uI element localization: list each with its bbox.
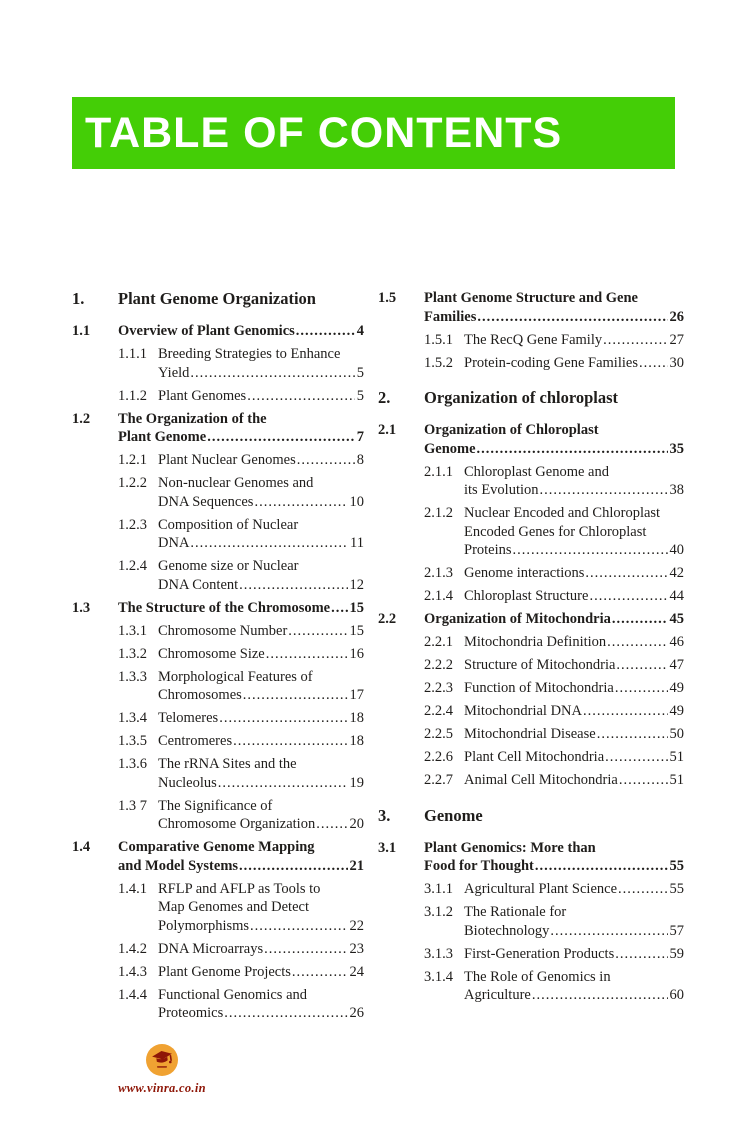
entry-number: 2.2.3	[424, 680, 453, 696]
entry-number: 1.4	[72, 839, 91, 855]
leader-dots	[477, 440, 668, 459]
entry-number: 2.2.7	[424, 772, 453, 788]
entry-title: Chloroplast Structure ..... 44	[464, 587, 684, 606]
toc-column-left	[72, 289, 364, 1027]
entry-page-number: 30	[669, 354, 684, 371]
leader-dots	[190, 364, 354, 383]
toc-entry	[72, 986, 364, 1023]
entry-title: Plant Genomics: More than Food for Thought ..... 55	[424, 839, 684, 876]
entry-page-number: 8	[356, 452, 364, 468]
entry-page-number: 4	[356, 323, 364, 339]
entry-number: 1.4.1	[118, 880, 147, 897]
entry-number: 3.1	[378, 839, 397, 856]
entry-page-number: 26	[349, 1005, 364, 1021]
toc-entry	[378, 702, 684, 721]
entry-title: Mitochondria Definition ..... 46	[464, 633, 684, 652]
entry-page-number: 40	[669, 542, 684, 558]
entry-number: 1.2.2	[118, 475, 147, 491]
toc-entry	[378, 421, 684, 458]
entry-number: 2.2.6	[424, 749, 453, 765]
leader-dots	[597, 725, 668, 744]
leader-dots	[615, 945, 667, 964]
entry-title: Chromosome Size ..... 16	[158, 645, 364, 664]
entry-title: DNA Microarrays ..... 23	[158, 940, 364, 959]
page-footer	[104, 1044, 220, 1096]
leader-dots	[477, 308, 667, 327]
entry-page-number: 55	[669, 881, 684, 897]
toc-entry	[72, 322, 364, 341]
leader-dots	[296, 322, 355, 341]
leader-dots	[224, 1004, 347, 1023]
toc-entry	[72, 516, 364, 553]
entry-page-number: 51	[669, 772, 684, 788]
toc-entry	[378, 564, 684, 583]
toc-entry	[72, 345, 364, 382]
entry-page-number: 23	[349, 940, 364, 957]
toc-entry	[378, 968, 684, 1005]
page-title: TABLE OF CONTENTS	[85, 108, 563, 157]
leader-dots	[639, 354, 668, 373]
toc-entry	[378, 903, 684, 940]
entry-page-number: 57	[669, 922, 684, 939]
entry-title: Organization of Chloroplast Genome ..... 35	[424, 421, 684, 458]
toc-entry	[72, 732, 364, 751]
entry-number: 1.3	[72, 599, 91, 616]
leader-dots	[615, 679, 668, 698]
entry-number: 1.	[72, 289, 85, 308]
toc-entry	[378, 388, 684, 408]
entry-page-number: 20	[349, 816, 364, 832]
entry-title: Genome	[424, 805, 483, 825]
toc-entry	[72, 838, 364, 875]
entry-number: 2.1.3	[424, 565, 453, 581]
entry-title: Non-nuclear Genomes and DNA Sequences ..... 10	[158, 474, 364, 511]
toc-entry	[378, 463, 684, 500]
toc-entry	[378, 945, 684, 964]
entry-number: 2.1.4	[424, 588, 453, 604]
leader-dots	[266, 645, 348, 664]
leader-dots	[618, 880, 667, 899]
entry-title: Mitochondrial Disease ..... 50	[464, 725, 684, 744]
entry-title: Centromeres ..... 18	[158, 732, 364, 751]
entry-number: 1.2.4	[118, 558, 147, 574]
toc-entry	[378, 587, 684, 606]
toc-entry	[378, 679, 684, 698]
entry-page-number: 24	[349, 963, 364, 980]
entry-title: Chromosome Number ..... 15	[158, 622, 364, 641]
entry-page-number: 47	[669, 657, 684, 673]
entry-number: 1.3.6	[118, 756, 147, 772]
toc-entry	[378, 289, 684, 326]
entry-number: 2.2.1	[424, 634, 453, 650]
toc-entry	[378, 610, 684, 629]
leader-dots	[292, 963, 348, 982]
entry-number: 3.	[378, 805, 391, 825]
website-link[interactable]: www.vinra.co.in	[118, 1081, 206, 1095]
leader-dots	[207, 428, 355, 447]
entry-number: 2.1.2	[424, 505, 453, 521]
entry-title: Protein-coding Gene Families ..... 30	[464, 354, 684, 373]
entry-number: 1.3.1	[118, 622, 147, 639]
entry-number: 2.1	[378, 422, 397, 438]
toc-entry	[72, 474, 364, 511]
leader-dots	[254, 493, 347, 512]
toc-entry	[378, 748, 684, 767]
entry-number: 1.3 7	[118, 797, 147, 814]
leader-dots	[535, 857, 668, 876]
toc-entry	[378, 725, 684, 744]
toc-entry	[72, 963, 364, 982]
leader-dots	[607, 633, 667, 652]
entry-page-number: 49	[669, 680, 684, 696]
toc-entry	[378, 354, 684, 373]
toc-entry	[378, 331, 684, 350]
entry-number: 1.5.2	[424, 354, 453, 371]
entry-page-number: 35	[669, 440, 684, 457]
entry-page-number: 45	[669, 611, 684, 627]
entry-page-number: 15	[349, 599, 364, 616]
toc-entry	[378, 504, 684, 560]
entry-title: Functional Genomics and Proteomics ..... 26	[158, 986, 364, 1023]
entry-title: Organization of Mitochondria ..... 45	[424, 610, 684, 629]
entry-page-number: 50	[669, 726, 684, 742]
entry-page-number: 10	[349, 493, 364, 510]
entry-title: Genome size or Nuclear DNA Content ..... 12	[158, 557, 364, 594]
entry-number: 1.5	[378, 290, 397, 306]
entry-title: Mitochondrial DNA ..... 49	[464, 702, 684, 721]
entry-number: 2.2.5	[424, 726, 453, 742]
entry-number: 2.2.2	[424, 657, 453, 673]
toc-entry	[72, 668, 364, 705]
entry-number: 3.1.3	[424, 945, 453, 962]
entry-title: Nuclear Encoded and Chloroplast Encoded Genes for Chloroplast Proteins ..... 40	[464, 504, 684, 560]
toc-entry	[72, 289, 364, 309]
entry-title: Breeding Strategies to Enhance Yield ..... 5	[158, 345, 364, 382]
entry-number: 1.2.1	[118, 452, 147, 468]
entry-page-number: 27	[669, 331, 684, 348]
entry-page-number: 18	[349, 733, 364, 749]
entry-title: Plant Genome Structure and Gene Families ..... 26	[424, 289, 684, 326]
entry-title: Comparative Genome Mapping and Model Systems ..... 21	[118, 838, 364, 875]
entry-title: Composition of Nuclear DNA ..... 11	[158, 516, 364, 553]
leader-dots	[612, 610, 668, 629]
leader-dots	[589, 587, 667, 606]
entry-page-number: 59	[669, 945, 684, 962]
entry-page-number: 42	[669, 565, 684, 581]
entry-number: 1.1	[72, 323, 91, 339]
leader-dots	[550, 922, 667, 941]
entry-page-number: 11	[350, 535, 364, 551]
entry-number: 1.3.4	[118, 710, 147, 726]
toc-entry	[72, 709, 364, 728]
graduation-cap-icon	[150, 1048, 174, 1072]
leader-dots	[540, 481, 668, 500]
toc-entry	[72, 797, 364, 834]
entry-page-number: 49	[669, 703, 684, 719]
entry-page-number: 18	[349, 710, 364, 726]
entry-title: The Structure of the Chromosome ..... 15	[118, 599, 364, 618]
toc-entry	[72, 599, 364, 618]
toc-entry	[72, 755, 364, 792]
toc-entry	[378, 633, 684, 652]
entry-title: The RecQ Gene Family ..... 27	[464, 331, 684, 350]
leader-dots	[250, 917, 347, 936]
leader-dots	[233, 732, 347, 751]
leader-dots	[190, 534, 348, 553]
entry-number: 2.2	[378, 611, 397, 627]
entry-number: 1.3.3	[118, 668, 147, 685]
entry-number: 3.1.1	[424, 881, 453, 897]
entry-page-number: 17	[349, 687, 364, 703]
toc-entry	[72, 557, 364, 594]
entry-page-number: 46	[669, 634, 684, 650]
entry-page-number: 22	[349, 917, 364, 934]
entry-title: Plant Genome Organization	[118, 289, 316, 308]
toc-entry	[72, 451, 364, 470]
leader-dots	[247, 387, 355, 406]
entry-page-number: 44	[669, 588, 684, 604]
entry-number: 1.2	[72, 410, 91, 427]
leader-dots	[218, 774, 348, 793]
entry-number: 1.4.2	[118, 940, 147, 957]
entry-title: The Rationale for Biotechnology ..... 57	[464, 903, 684, 940]
entry-page-number: 5	[356, 364, 364, 381]
toc-entry	[378, 839, 684, 876]
leader-dots	[264, 940, 347, 959]
entry-page-number: 60	[669, 987, 684, 1003]
entry-number: 3.1.2	[424, 904, 453, 920]
entry-title: Organization of chloroplast	[424, 388, 619, 407]
leader-dots	[605, 748, 667, 767]
page-header	[72, 97, 675, 169]
toc-column-right	[378, 289, 684, 1009]
entry-page-number: 5	[356, 387, 364, 404]
entry-number: 2.1.1	[424, 463, 453, 480]
leader-dots	[288, 622, 347, 641]
entry-page-number: 15	[349, 622, 364, 639]
leader-dots	[619, 771, 668, 790]
entry-title: Plant Cell Mitochondria ..... 51	[464, 748, 684, 767]
entry-title: Genome interactions ..... 42	[464, 564, 684, 583]
entry-number: 1.4.3	[118, 963, 147, 980]
toc-entry	[72, 880, 364, 936]
entry-title: Animal Cell Mitochondria ..... 51	[464, 771, 684, 790]
entry-number: 1.5.1	[424, 331, 453, 348]
entry-title: Function of Mitochondria ..... 49	[464, 679, 684, 698]
entry-title: Morphological Features of Chromosomes ..... 17	[158, 668, 364, 705]
entry-number: 2.	[378, 388, 391, 407]
entry-page-number: 38	[669, 482, 684, 498]
entry-number: 2.2.4	[424, 703, 453, 719]
entry-title: Chloroplast Genome and its Evolution ..... 38	[464, 463, 684, 500]
entry-number: 1.3.2	[118, 645, 147, 662]
entry-title: Plant Nuclear Genomes ..... 8	[158, 451, 364, 470]
leader-dots	[583, 702, 668, 721]
toc-entry	[378, 656, 684, 675]
leader-dots	[219, 709, 347, 728]
leader-dots	[616, 656, 667, 675]
toc-entry	[72, 387, 364, 406]
entry-title: Agricultural Plant Science ..... 55	[464, 880, 684, 899]
entry-page-number: 12	[349, 576, 364, 593]
entry-title: The Role of Genomics in Agriculture ..... 60	[464, 968, 684, 1005]
entry-page-number: 19	[349, 774, 364, 791]
entry-number: 1.2.3	[118, 516, 147, 533]
entry-page-number: 55	[669, 858, 684, 874]
leader-dots	[585, 564, 667, 583]
publisher-logo	[146, 1044, 178, 1076]
entry-number: 1.1.2	[118, 387, 147, 404]
entry-title: Telomeres ..... 18	[158, 709, 364, 728]
entry-number: 1.3.5	[118, 733, 147, 749]
entry-title: Structure of Mitochondria ..... 47	[464, 656, 684, 675]
entry-title: The Significance of Chromosome Organization ..... 20	[158, 797, 364, 834]
entry-page-number: 21	[349, 857, 364, 874]
entry-title: First-Generation Products ..... 59	[464, 945, 684, 964]
leader-dots	[239, 576, 347, 595]
toc-entry	[72, 622, 364, 641]
leader-dots	[331, 599, 347, 618]
leader-dots	[532, 986, 668, 1005]
entry-page-number: 51	[669, 749, 684, 765]
toc-entry	[72, 940, 364, 959]
entry-number: 3.1.4	[424, 968, 453, 985]
entry-title: The Organization of the Plant Genome ..... 7	[118, 410, 364, 447]
entry-title: The rRNA Sites and the Nucleolus ..... 19	[158, 755, 364, 792]
toc-entry	[72, 410, 364, 447]
toc-entry	[378, 771, 684, 790]
leader-dots	[316, 815, 347, 834]
entry-number: 1.4.4	[118, 986, 147, 1003]
entry-title: RFLP and AFLP as Tools to Map Genomes and Detect Polymorphisms ..... 22	[158, 880, 364, 936]
leader-dots	[513, 541, 668, 560]
toc-entry	[378, 880, 684, 899]
entry-title: Overview of Plant Genomics ..... 4	[118, 322, 364, 341]
entry-page-number: 7	[356, 429, 364, 445]
leader-dots	[603, 331, 667, 350]
leader-dots	[297, 451, 355, 470]
entry-page-number: 26	[669, 308, 684, 325]
entry-title: Plant Genome Projects ..... 24	[158, 963, 364, 982]
entry-title: Plant Genomes ..... 5	[158, 387, 364, 406]
entry-page-number: 16	[349, 645, 364, 662]
toc-entry	[72, 645, 364, 664]
entry-number: 1.1.1	[118, 346, 147, 362]
toc-entry	[378, 806, 684, 826]
leader-dots	[239, 857, 347, 876]
leader-dots	[243, 686, 348, 705]
